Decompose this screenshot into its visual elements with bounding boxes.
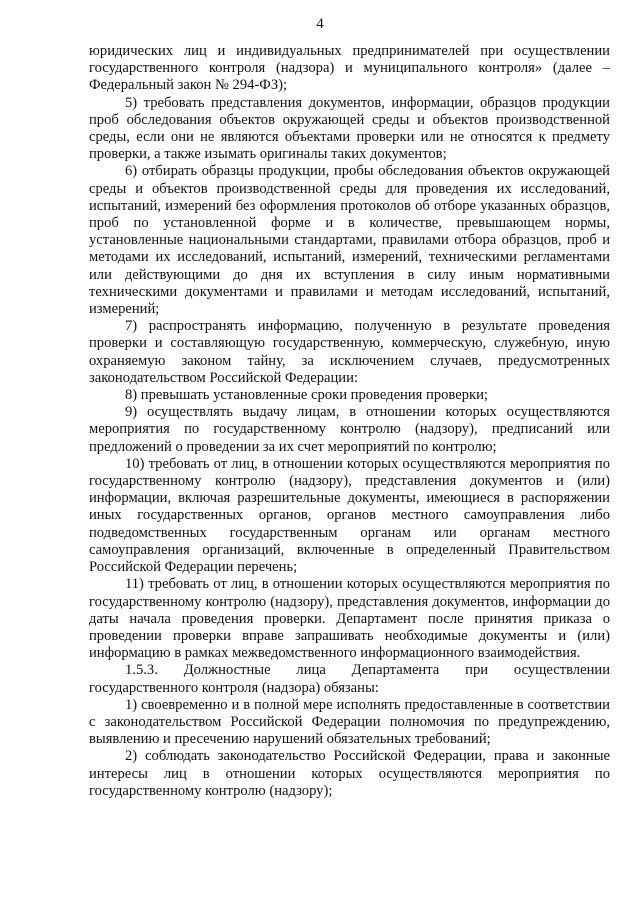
paragraph-section-1-5-3: 1.5.3. Должностные лица Департамента при осуществлении государственного контроля (надзора) обязаны: xyxy=(89,662,610,696)
paragraph-item-8: 8) превышать установленные сроки проведения проверки; xyxy=(125,387,488,404)
paragraph-duty-2: 2) соблюдать законодательство Российской Федерации, права и законные интересы лиц в отношении которых осуществляются мероприятия по государственному контролю (надзору); xyxy=(89,748,610,799)
document-body xyxy=(89,43,610,800)
paragraph-item-6: 6) отбирать образцы продукции, пробы обследования объектов окружающей среды и объектов производственной среды для проведения их исследований, испытаний, измерений без оформления протоколов об отборе указанных образцов, проб по установленной форме и в количестве, превышающем нормы, установленные национальными стандартами, правилами отбора образцов, проб и методами их исследований, испытаний, измерений, техническими регламентами или действующими до дня их вступления в силу иным нормативными техническими документами и правилами и методам исследований, испытаний, измерений; xyxy=(89,163,610,318)
paragraph-duty-1: 1) своевременно и в полной мере исполнять предоставленные в соответствии с законодательством Российской Федерации полномочия по предупреждению, выявлению и пресечению нарушений обязательных требований; xyxy=(89,696,610,748)
paragraph-item-10: 10) требовать от лиц, в отношении которых осуществляются мероприятия по государственному контролю (надзору), представления документов и (или) информации, включая разрешительные документы, имеющиеся в распоряжении иных государственных органов, органов местного самоуправления либо подведомственных государственным органам или органам местного самоуправления организаций, включенные в определенный Правительством Российской Федерации перечень; xyxy=(89,455,610,576)
paragraph-item-11: 11) требовать от лиц, в отношении которых осуществляются мероприятия по государственному контролю (надзору), представления документов, информации до даты начала проведения проверки. Департамент после принятия приказа о проведении проверки вправе запрашивать необходимые документы и (или) информацию в рамках межведомственного информационного взаимодействия. xyxy=(89,576,610,662)
paragraph-item-9: 9) осуществлять выдачу лицам, в отношении которых осуществляются мероприятия по государственному контролю (надзору), предписаний или предложений о проведении за их счет мероприятий по контролю; xyxy=(89,404,610,455)
paragraph-intro-continuation: юридических лиц и индивидуальных предпринимателей при осуществлении государственного контроля (надзора) и муниципального контроля» (далее – Федеральный закон № 294-ФЗ); xyxy=(89,43,610,94)
page-number: 4 xyxy=(316,16,324,32)
paragraph-item-7: 7) распространять информацию, полученную в результате проведения проверки и составляющую государственную, коммерческую, служебную, иную охраняемую законом тайну, за исключением случаев, предусмотренных законодательством Российской Федерации: xyxy=(89,318,610,386)
paragraph-item-5: 5) требовать представления документов, информации, образцов продукции проб обследования объектов окружающей среды и объектов производственной среды, если они не являются объектами проверки или не относятся к предмету проверки, а также изымать оригиналы таких документов; xyxy=(89,94,610,163)
